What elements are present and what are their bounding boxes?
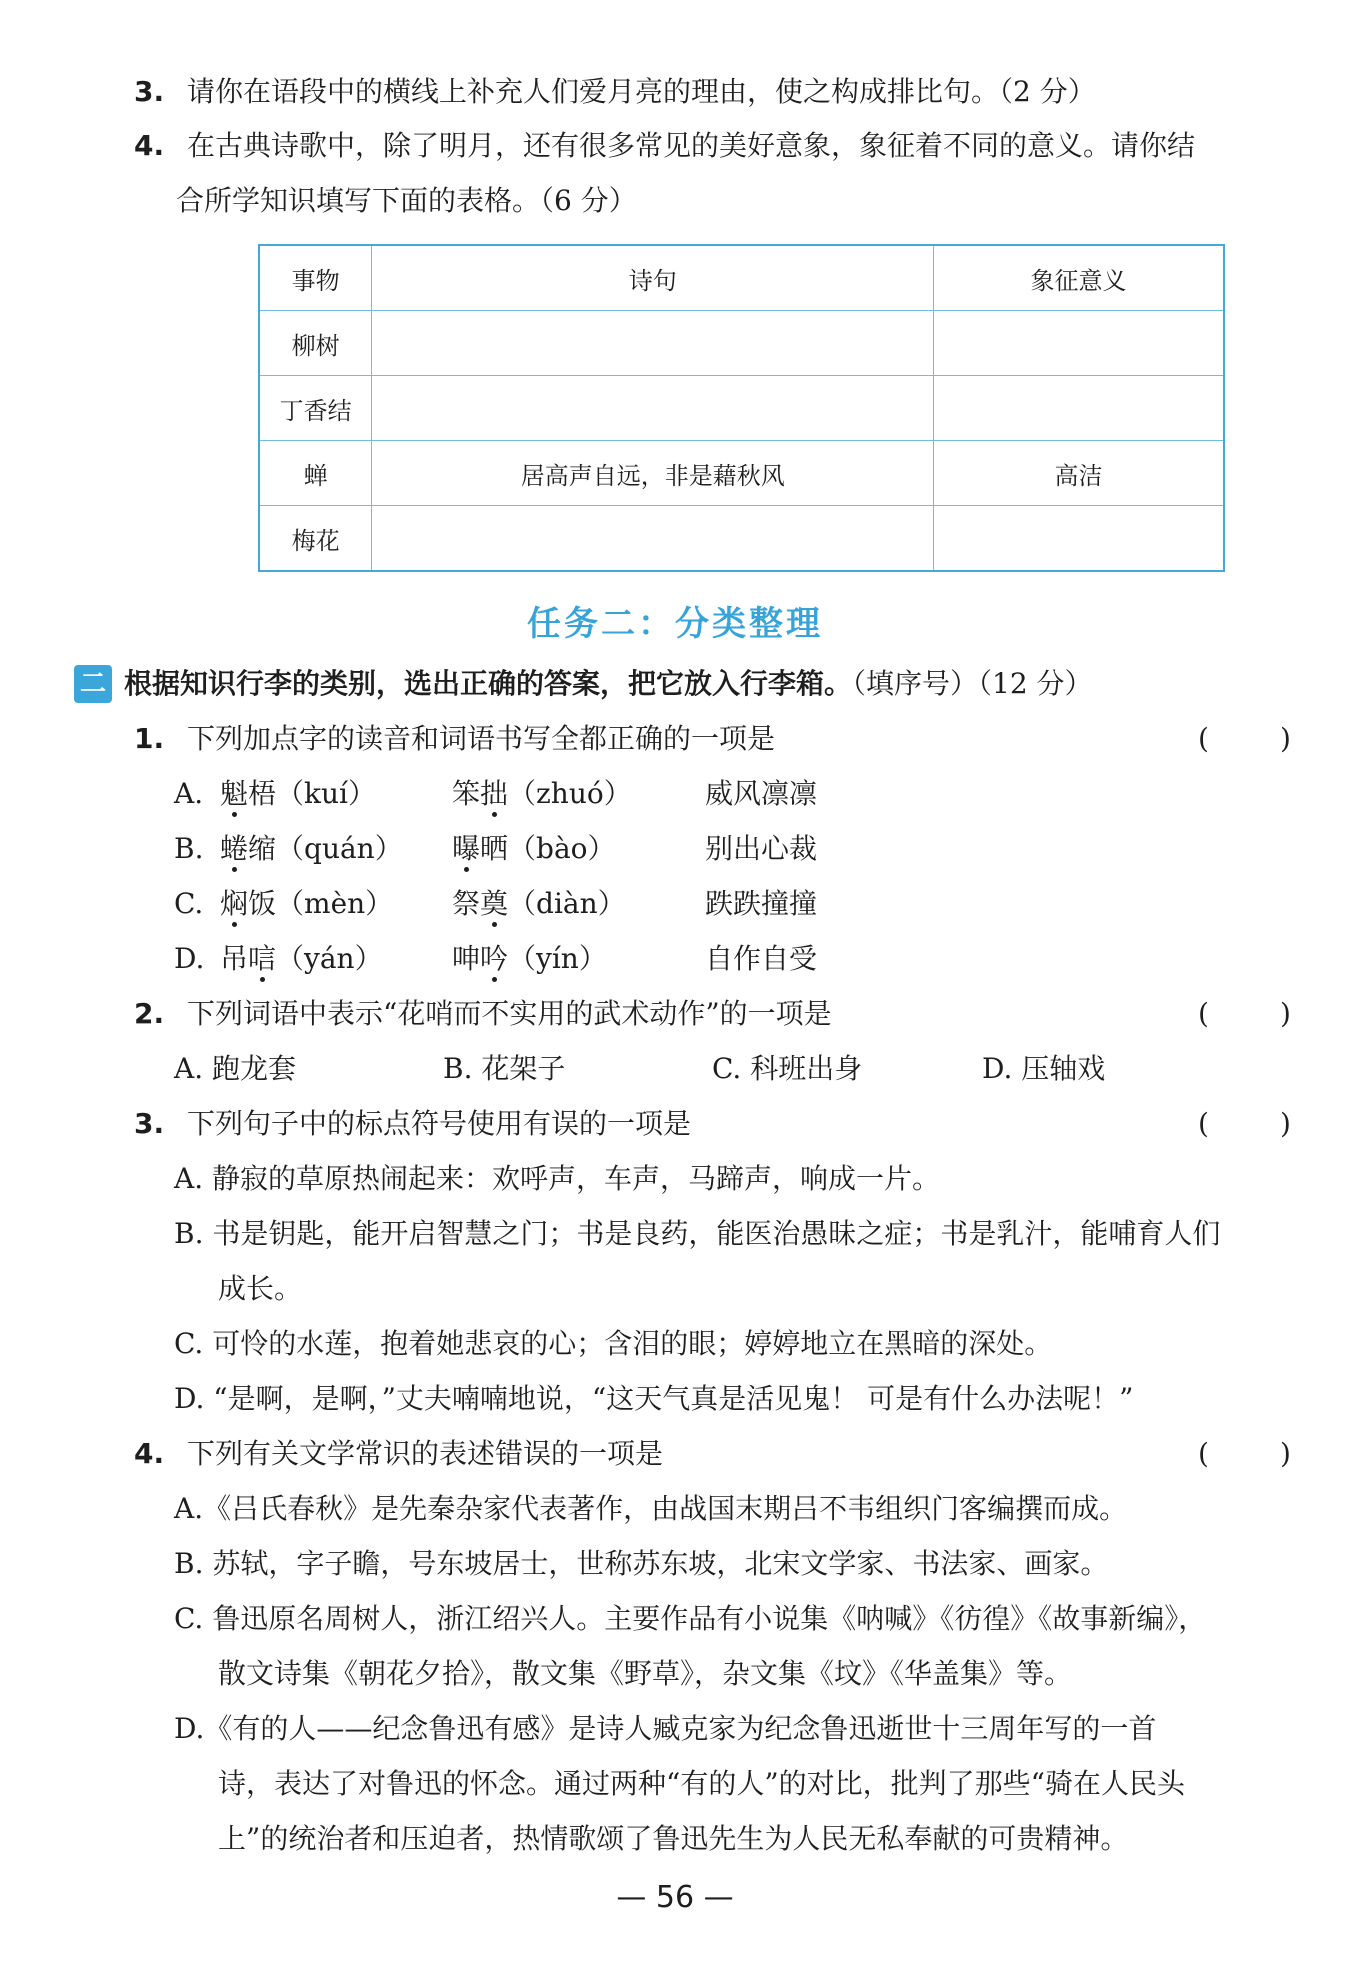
table-row (259, 441, 1224, 506)
section-heading (124, 664, 1093, 704)
question-text: 下列加点字的读音和词语书写全都正确的一项是 (187, 722, 776, 755)
cell-verse: 居高声自远，非是藉秋风 (372, 441, 934, 506)
option-c-label: C. (174, 887, 204, 920)
cell-thing: 梅花 (259, 506, 372, 572)
option-c[interactable]: C. 可怜的水莲，抱着她悲哀的心；含泪的眼；婷婷地立在黑暗的深处。 (174, 1327, 1053, 1360)
option-d[interactable]: D. “是啊，是啊，”丈夫喃喃地说，“这天气真是活见鬼！ 可是有什么办法呢！” (174, 1382, 1134, 1415)
paren-open: ( (1198, 1107, 1209, 1140)
option-d[interactable]: D. 压轴戏 (982, 1052, 1106, 1085)
dotted-char: 拙 (480, 774, 508, 814)
option-a-label: A. (174, 777, 204, 810)
dotted-char: 奠 (480, 884, 508, 924)
cell-thing: 蝉 (259, 441, 372, 506)
paren-open: ( (1198, 1437, 1209, 1470)
header-verse: 诗句 (372, 245, 934, 311)
option-b[interactable]: B. 花架子 (443, 1052, 566, 1085)
cell-meaning-input[interactable] (934, 311, 1224, 376)
header-thing: 事物 (259, 245, 372, 311)
cell-verse-input[interactable] (372, 311, 934, 376)
option-c[interactable]: C. 鲁迅原名周树人，浙江绍兴人。主要作品有小说集《呐喊》《彷徨》《故事新编》， (174, 1602, 1207, 1635)
dotted-char: 唁 (248, 939, 276, 979)
cell-thing: 丁香结 (259, 376, 372, 441)
cell-meaning-input[interactable] (934, 376, 1224, 441)
dotted-char: 焖 (220, 884, 248, 924)
option-a[interactable]: A.《吕氏春秋》是先秦杂家代表著作，由战国末期吕不韦组织门客编撰而成。 (174, 1492, 1128, 1525)
dotted-char: 曝 (452, 829, 480, 869)
cell-thing: 柳树 (259, 311, 372, 376)
option-c-continued: 散文诗集《朝花夕拾》，散文集《野草》，杂文集《坟》《华盖集》等。 (218, 1657, 1073, 1690)
option-d-continued: 诗，表达了对鲁迅的怀念。通过两种“有的人”的对比，批判了那些“骑在人民头 (218, 1767, 1185, 1800)
question-text: 下列词语中表示“花哨而不实用的武术动作”的一项是 (187, 997, 832, 1030)
question-number: 4. (134, 129, 165, 162)
option-d-word-2[interactable]: 呻吟（yín） (452, 939, 607, 979)
option-b-word-3[interactable]: 别出心裁 (705, 832, 818, 865)
option-b[interactable]: B. 书是钥匙，能开启智慧之门；书是良药，能医治愚昧之症；书是乳汁，能哺育人们 (174, 1217, 1221, 1250)
section-number-icon: 二 (74, 665, 112, 703)
paren-close: ) (1280, 1437, 1291, 1470)
cell-verse-input[interactable] (372, 506, 934, 572)
option-d-word-1[interactable]: 吊唁（yán） (220, 939, 383, 979)
imagery-table (258, 244, 1225, 572)
question-number: 3. (134, 75, 165, 108)
option-a-word-2[interactable]: 笨拙（zhuó） (452, 774, 632, 814)
option-b-label: B. (174, 832, 204, 865)
table-row (259, 376, 1224, 441)
option-a-word-3[interactable]: 威风凛凛 (705, 777, 818, 810)
table-header-row (259, 245, 1224, 311)
option-a-word-1[interactable]: 魁梧（kuí） (220, 774, 376, 814)
paren-close: ) (1280, 1107, 1291, 1140)
dotted-char: 蜷 (220, 829, 248, 869)
question-number: 4. (134, 1437, 165, 1470)
paren-open: ( (1198, 997, 1209, 1030)
question-4 (134, 126, 1195, 166)
cell-meaning-input[interactable] (934, 506, 1224, 572)
question-text: 在古典诗歌中，除了明月，还有很多常见的美好意象，象征着不同的意义。请你结 (187, 129, 1196, 162)
option-d-word-3[interactable]: 自作自受 (705, 942, 818, 975)
section-title: 根据知识行李的类别，选出正确的答案，把它放入行李箱。 (124, 667, 853, 700)
task-title: 任务二：分类整理 (527, 604, 823, 644)
dotted-char: 魁 (220, 774, 248, 814)
question-number: 1. (134, 722, 165, 755)
option-d-continued: 上”的统治者和压迫者，热情歌颂了鲁迅先生为人民无私奉献的可贵精神。 (218, 1822, 1129, 1855)
section-note: （填序号）（12 分） (852, 667, 1093, 700)
table-row (259, 506, 1224, 572)
dotted-char: 吟 (480, 939, 508, 979)
mc-question-1 (134, 719, 775, 759)
mc-question-3 (134, 1104, 691, 1144)
question-number: 3. (134, 1107, 165, 1140)
option-a[interactable]: A. 静寂的草原热闹起来：欢呼声，车声，马蹄声，响成一片。 (174, 1162, 941, 1195)
question-text: 请你在语段中的横线上补充人们爱月亮的理由，使之构成排比句。（2 分） (187, 75, 1096, 108)
paren-open: ( (1198, 722, 1209, 755)
question-number: 2. (134, 997, 165, 1030)
option-c[interactable]: C. 科班出身 (712, 1052, 863, 1085)
question-text: 下列有关文学常识的表述错误的一项是 (187, 1437, 664, 1470)
question-text: 下列句子中的标点符号使用有误的一项是 (187, 1107, 692, 1140)
option-c-word-2[interactable]: 祭奠（diàn） (452, 884, 626, 924)
option-b-word-1[interactable]: 蜷缩（quán） (220, 829, 403, 869)
mc-question-2 (134, 994, 832, 1034)
cell-meaning: 高洁 (934, 441, 1224, 506)
mc-question-4 (134, 1434, 663, 1474)
table-row (259, 311, 1224, 376)
paren-close: ) (1280, 997, 1291, 1030)
option-d-label: D. (174, 942, 205, 975)
question-3 (134, 72, 1096, 112)
cell-verse-input[interactable] (372, 376, 934, 441)
option-b[interactable]: B. 苏轼，字子瞻，号东坡居士，世称苏东坡，北宋文学家、书法家、画家。 (174, 1547, 1109, 1580)
paren-close: ) (1280, 722, 1291, 755)
option-a[interactable]: A. 跑龙套 (174, 1052, 297, 1085)
option-d[interactable]: D.《有的人——纪念鲁迅有感》是诗人臧克家为纪念鲁迅逝世十三周年写的一首 (174, 1712, 1157, 1745)
option-b-continued: 成长。 (218, 1272, 303, 1305)
option-c-word-3[interactable]: 跌跌撞撞 (705, 887, 818, 920)
question-4-continued: 合所学知识填写下面的表格。（6 分） (176, 184, 637, 217)
option-c-word-1[interactable]: 焖饭（mèn） (220, 884, 393, 924)
page-number: — 56 — (616, 1880, 734, 1915)
header-meaning: 象征意义 (934, 245, 1224, 311)
option-b-word-2[interactable]: 曝晒（bào） (452, 829, 616, 869)
